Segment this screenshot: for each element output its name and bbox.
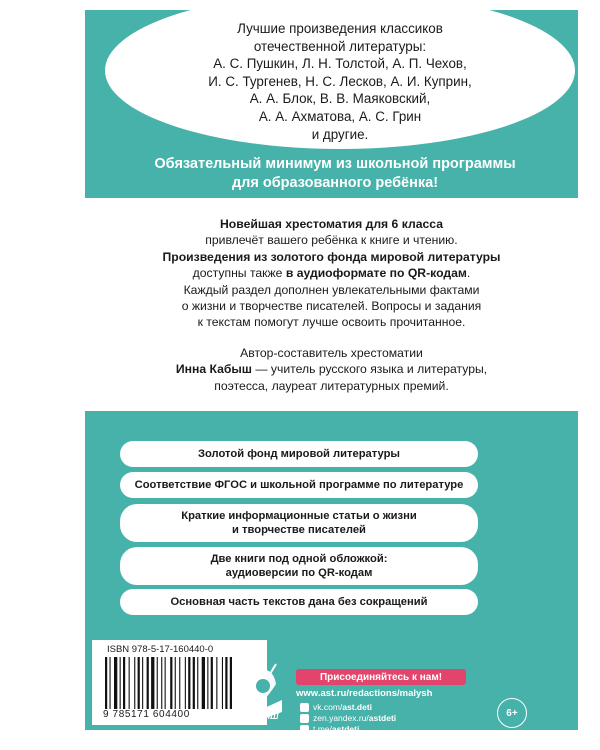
- classics-line: А. А. Ахматова, А. С. Грин: [258, 108, 422, 124]
- description-line: Произведения из золотого фонда мировой литературы: [162, 249, 501, 264]
- feature-text: аудиоверсии по QR-кодам: [225, 567, 373, 579]
- barcode-bar: [202, 657, 205, 709]
- barcode-bar: [114, 657, 117, 709]
- barcode-bar: [105, 657, 107, 709]
- feature-text: и творчестве писателей: [232, 524, 366, 536]
- social-prefix: t.me/: [313, 724, 332, 734]
- social-vk[interactable]: [300, 702, 372, 712]
- feature-text: Две книги под одной обложкой:: [210, 552, 388, 565]
- barcode-number: 9 785171 604400: [103, 709, 190, 720]
- classics-line: А. А. Блок, В. В. Маяковский,: [249, 91, 431, 107]
- description-line: Новейшая хрестоматия для 6 класса: [220, 217, 443, 231]
- classics-line: отечественной литературы:: [253, 38, 427, 54]
- feature-badge: [120, 504, 478, 542]
- barcode-bar: [179, 657, 180, 709]
- description-line: к текстам помогут лучше освоить прочитанное.: [197, 315, 466, 330]
- barcode-bar: [175, 657, 176, 709]
- barcode-bar: [161, 657, 162, 709]
- social-prefix: zen.yandex.ru/: [313, 713, 369, 723]
- description-part-bold: в аудиоформате по QR-кодам: [285, 266, 467, 281]
- slogan: [100, 155, 570, 193]
- description-line: [100, 265, 563, 281]
- slogan-line: Обязательный минимум из школьной программы: [154, 156, 516, 172]
- author-line: Автор-составитель хрестоматии: [240, 346, 423, 360]
- social-telegram[interactable]: [300, 724, 359, 734]
- barcode-bar: [123, 657, 125, 709]
- barcode-bar: [207, 657, 208, 709]
- description-line: Каждый раздел дополнен увлекательными фактами: [183, 282, 480, 297]
- feature-text: Соответствие ФГОС и школьной программе по литературе: [134, 478, 464, 491]
- barcode-bar: [151, 657, 154, 709]
- barcode-bar: [129, 657, 130, 709]
- zen-icon: [300, 714, 309, 723]
- social-link: [313, 724, 359, 734]
- description-line: о жизни и творчестве писателей. Вопросы и задания: [181, 299, 482, 314]
- author-name: Инна Кабыш: [175, 362, 252, 377]
- feature-badge: [120, 547, 478, 585]
- barcode-bar: [193, 657, 195, 709]
- publisher-site[interactable]: www.ast.ru/redactions/malysh: [296, 688, 433, 699]
- social-link: [313, 702, 372, 712]
- classics-list: [130, 20, 550, 143]
- social-zen[interactable]: [300, 713, 396, 723]
- barcode-bar: [165, 657, 166, 709]
- barcode-bar: [138, 657, 140, 709]
- social-handle: astdeti: [368, 713, 397, 723]
- description-line: привлечёт вашего ребёнка к книге и чтению.: [205, 233, 458, 248]
- feature-badge: [120, 472, 478, 498]
- classics-line: и другие.: [311, 126, 369, 142]
- barcode-bar: [157, 657, 158, 709]
- feature-text: Золотой фонд мировой литературы: [197, 447, 400, 460]
- age-rating: 6+: [497, 698, 527, 728]
- description-text: [100, 216, 563, 331]
- telegram-icon: [300, 725, 309, 734]
- barcode-bar: [225, 657, 227, 709]
- author-line: [100, 361, 563, 377]
- barcode-bar: [211, 657, 213, 709]
- feature-text: Основная часть текстов дана без сокращений: [170, 595, 428, 608]
- barcode-bar: [170, 657, 172, 709]
- feature-text: Краткие информационные статьи о жизни: [181, 509, 417, 522]
- barcode-bar: [120, 657, 121, 709]
- barcode-bar: [134, 657, 135, 709]
- social-prefix: vk.com/: [313, 702, 343, 712]
- classics-line: Лучшие произведения классиков: [237, 21, 443, 36]
- barcode-bar: [142, 657, 143, 709]
- barcode-bar: [216, 657, 217, 709]
- social-handle: ast.deti: [342, 702, 373, 712]
- classics-line: И. С. Тургенев, Н. С. Лесков, А. И. Куприн,: [208, 73, 472, 89]
- description-part: .: [466, 266, 471, 281]
- publisher-logo-text: МАЛЫШ: [242, 711, 279, 721]
- barcode-bar: [197, 657, 198, 709]
- vk-icon: [300, 703, 309, 712]
- social-link: [313, 713, 396, 723]
- author-line: поэтесса, лауреат литературных премий.: [214, 378, 449, 393]
- barcode-bar: [147, 657, 149, 709]
- barcode-bar: [185, 657, 186, 709]
- feature-badge: [120, 441, 478, 467]
- slogan-line: для образованного ребёнка!: [231, 175, 439, 191]
- feature-badge: [120, 589, 478, 615]
- join-us-banner: Присоединяйтесь к нам!: [296, 669, 466, 685]
- social-handle: astdeti: [331, 724, 360, 734]
- barcode-bar: [222, 657, 223, 709]
- classics-line: А. С. Пушкин, Л. Н. Толстой, А. П. Чехов,: [213, 56, 467, 72]
- barcode-bar: [110, 657, 111, 709]
- isbn: ISBN 978-5-17-160440-0: [107, 644, 214, 655]
- author-info: [100, 345, 563, 394]
- description-part: доступны также: [192, 266, 286, 281]
- barcode-bar: [188, 657, 190, 709]
- author-desc: — учитель русского языка и литературы,: [251, 362, 488, 377]
